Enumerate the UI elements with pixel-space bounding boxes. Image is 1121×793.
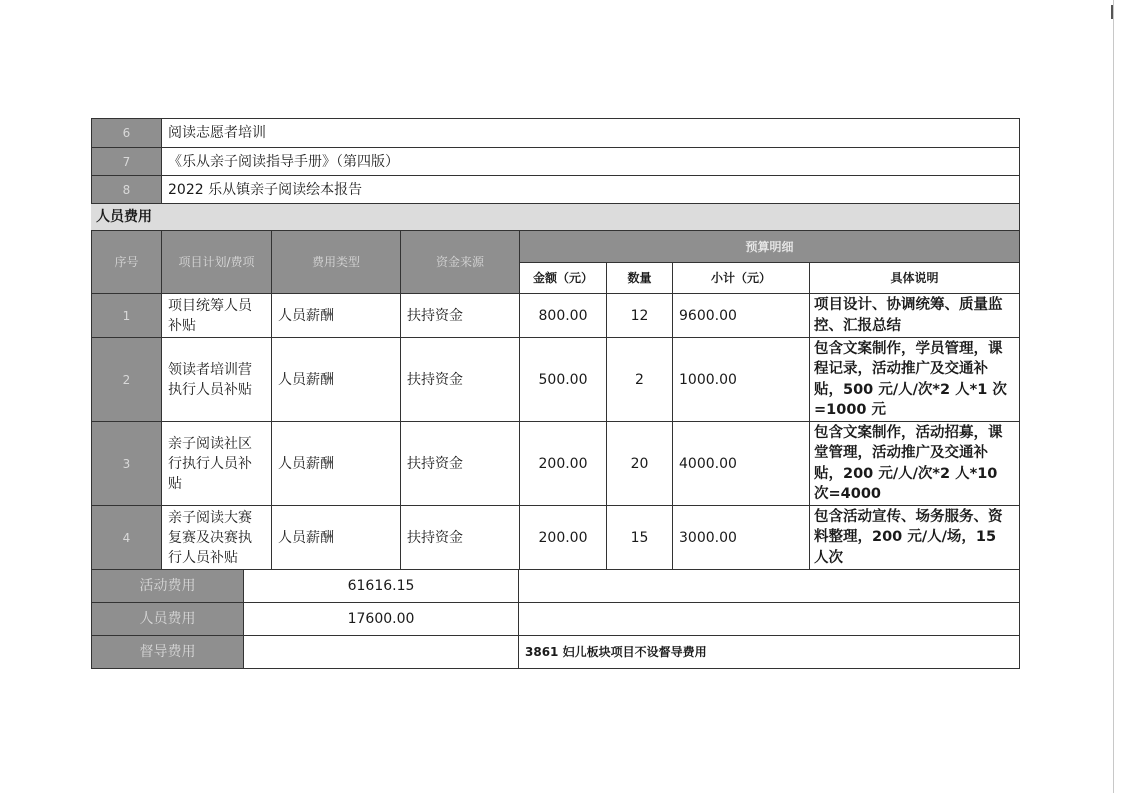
summary-note (519, 570, 1020, 603)
header-amount: 金额（元） (520, 263, 607, 294)
project-name: 2022 乐从镇亲子阅读绘本报告 (162, 176, 1020, 204)
row-number: 2 (92, 338, 162, 422)
description: 包含活动宣传、场务服务、资料整理，200 元/人/场，15 人次 (810, 506, 1020, 570)
row-number: 8 (92, 176, 162, 204)
subtotal: 1000.00 (673, 338, 810, 422)
summary-value: 17600.00 (244, 603, 519, 636)
scan-edge-mark (1111, 5, 1113, 19)
description: 包含文案制作，学员管理，课程记录，活动推广及交通补贴，500 元/人/次*2 人*1 次=1000 元 (810, 338, 1020, 422)
table-row (92, 294, 1020, 338)
subtotal: 9600.00 (673, 294, 810, 338)
cost-type: 人员薪酬 (272, 338, 401, 422)
header-qty: 数量 (607, 263, 673, 294)
header-budget: 预算明细 (520, 231, 1020, 263)
table-row (92, 176, 1020, 204)
amount: 200.00 (520, 506, 607, 570)
summary-label: 活动费用 (92, 570, 244, 603)
summary-value: 61616.15 (244, 570, 519, 603)
item-name: 亲子阅读社区行执行人员补贴 (162, 422, 272, 506)
header-desc: 具体说明 (810, 263, 1020, 294)
row-number: 7 (92, 148, 162, 176)
header-type: 费用类型 (272, 231, 401, 294)
summary-note (519, 603, 1020, 636)
row-number: 6 (92, 119, 162, 148)
quantity: 2 (607, 338, 673, 422)
project-list-table (91, 118, 1020, 231)
fund-source: 扶持资金 (401, 506, 520, 570)
personnel-cost-table (91, 230, 1020, 570)
scan-edge-line (1113, 0, 1114, 793)
header-plan: 项目计划/费项 (162, 231, 272, 294)
table-row (92, 119, 1020, 148)
quantity: 12 (607, 294, 673, 338)
description: 项目设计、协调统筹、质量监控、汇报总结 (810, 294, 1020, 338)
summary-label: 人员费用 (92, 603, 244, 636)
section-header-row (92, 204, 1020, 231)
section-title: 人员费用 (96, 209, 152, 225)
project-name: 《乐从亲子阅读指导手册》（第四版） (162, 148, 1020, 176)
row-number: 1 (92, 294, 162, 338)
cost-type: 人员薪酬 (272, 506, 401, 570)
summary-table (91, 569, 1020, 669)
subtotal: 3000.00 (673, 506, 810, 570)
row-number: 3 (92, 422, 162, 506)
item-name: 亲子阅读大赛复赛及决赛执行人员补贴 (162, 506, 272, 570)
cost-type: 人员薪酬 (272, 294, 401, 338)
summary-row (92, 603, 1020, 636)
project-name: 阅读志愿者培训 (162, 119, 1020, 148)
amount: 500.00 (520, 338, 607, 422)
description: 包含文案制作，活动招募，课堂管理，活动推广及交通补贴，200 元/人/次*2 人*10 次=4000 (810, 422, 1020, 506)
summary-row (92, 570, 1020, 603)
row-number: 4 (92, 506, 162, 570)
header-source: 资金来源 (401, 231, 520, 294)
summary-note: 3861 妇儿板块项目不设督导费用 (519, 636, 1020, 669)
fund-source: 扶持资金 (401, 294, 520, 338)
table-row (92, 148, 1020, 176)
summary-label: 督导费用 (92, 636, 244, 669)
amount: 800.00 (520, 294, 607, 338)
summary-value (244, 636, 519, 669)
table-row (92, 422, 1020, 506)
table-row (92, 506, 1020, 570)
summary-row (92, 636, 1020, 669)
item-name: 项目统筹人员补贴 (162, 294, 272, 338)
header-no: 序号 (92, 231, 162, 294)
header-subtotal: 小计（元） (673, 263, 810, 294)
cost-type: 人员薪酬 (272, 422, 401, 506)
amount: 200.00 (520, 422, 607, 506)
item-name: 领读者培训营执行人员补贴 (162, 338, 272, 422)
fund-source: 扶持资金 (401, 422, 520, 506)
quantity: 15 (607, 506, 673, 570)
subtotal: 4000.00 (673, 422, 810, 506)
fund-source: 扶持资金 (401, 338, 520, 422)
quantity: 20 (607, 422, 673, 506)
table-row (92, 338, 1020, 422)
